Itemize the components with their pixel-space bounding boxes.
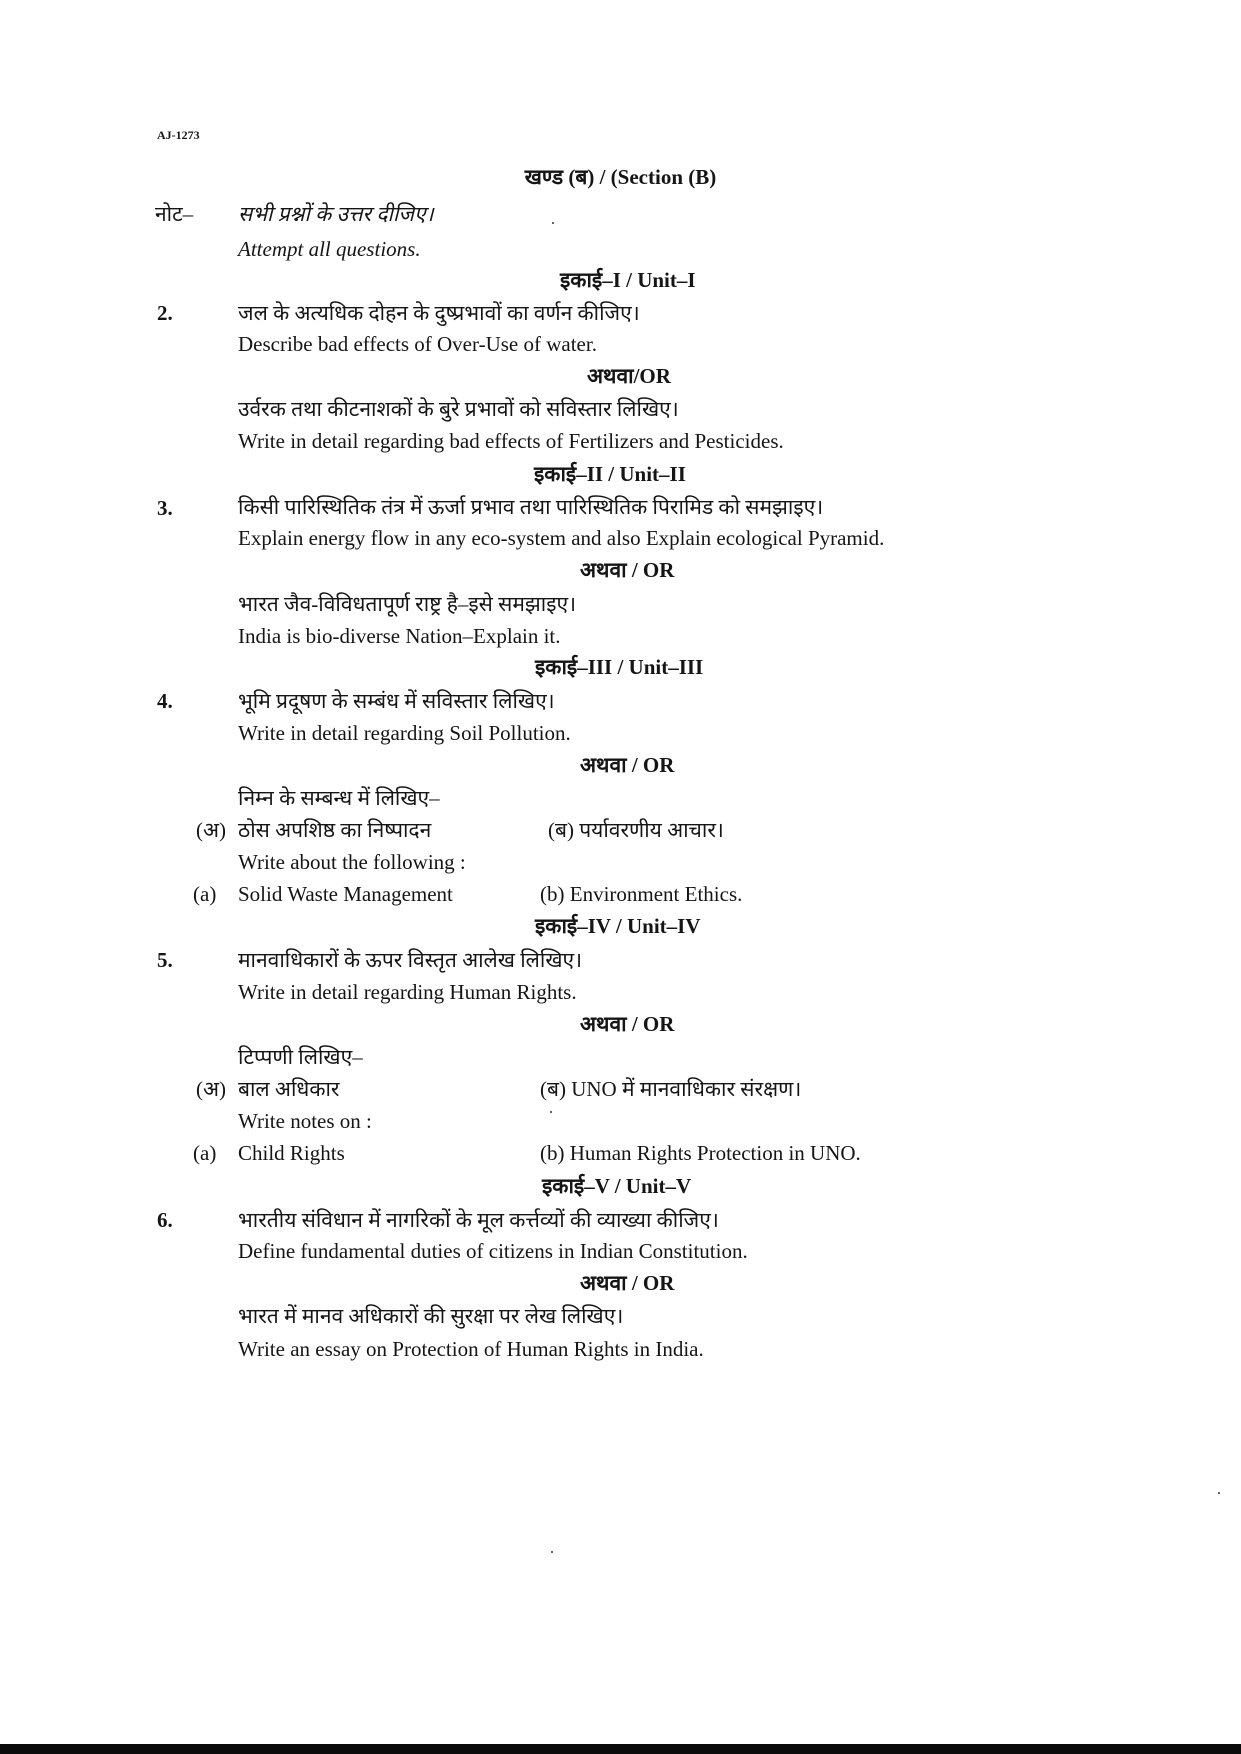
question-number: 5. bbox=[157, 948, 173, 972]
section-title: खण्ड (ब) / (Section (B) bbox=[524, 165, 717, 189]
question-number: 2. bbox=[157, 301, 173, 325]
scan-speck bbox=[551, 1551, 553, 1553]
option-a-label: (a) bbox=[193, 882, 217, 906]
alt-question-hindi: टिप्पणी लिखिए– bbox=[238, 1045, 363, 1069]
question-hindi: किसी पारिस्थितिक तंत्र में ऊर्जा प्रभाव तथा पारिस्थितिक पिरामिड को समझाइए। bbox=[238, 495, 824, 519]
alt-question-english: Write an essay on Protection of Human Rights in India. bbox=[238, 1337, 704, 1361]
option-a-label: (a) bbox=[193, 1141, 217, 1165]
alt-question-hindi: भारत में मानव अधिकारों की सुरक्षा पर लेख लिखिए। bbox=[238, 1304, 624, 1328]
unit-heading: इकाई–IV / Unit–IV bbox=[535, 914, 701, 938]
document-code: AJ-1273 bbox=[157, 128, 200, 142]
option-b-hindi: (ब) UNO में मानवाधिकार संरक्षण। bbox=[540, 1077, 802, 1101]
alt-question-english: Write about the following : bbox=[238, 850, 466, 874]
unit-heading: इकाई–V / Unit–V bbox=[542, 1174, 692, 1198]
question-hindi: भारतीय संविधान में नागरिकों के मूल कर्त्तव्यों की व्याख्या कीजिए। bbox=[238, 1208, 719, 1232]
question-english: Explain energy flow in any eco-system and also Explain ecological Pyramid. bbox=[238, 526, 885, 550]
option-a-english: Solid Waste Management bbox=[238, 882, 453, 906]
or-label: अथवा / OR bbox=[580, 1012, 675, 1036]
option-b-english: (b) Human Rights Protection in UNO. bbox=[540, 1141, 861, 1165]
alt-question-english: Write notes on : bbox=[238, 1109, 372, 1133]
question-hindi: मानवाधिकारों के ऊपर विस्तृत आलेख लिखिए। bbox=[238, 948, 583, 972]
option-b-hindi: (ब) पर्यावरणीय आचार। bbox=[548, 818, 724, 842]
or-label: अथवा / OR bbox=[580, 1271, 675, 1295]
scan-speck bbox=[550, 1111, 552, 1113]
unit-heading: इकाई–I / Unit–I bbox=[560, 268, 696, 292]
or-label: अथवा / OR bbox=[580, 558, 675, 582]
option-b-english: (b) Environment Ethics. bbox=[540, 882, 743, 906]
question-english: Describe bad effects of Over-Use of water. bbox=[238, 332, 597, 356]
scan-border bbox=[0, 1744, 1241, 1754]
alt-question-english: Write in detail regarding bad effects of Fertilizers and Pesticides. bbox=[238, 429, 784, 453]
option-a-hindi: बाल अधिकार bbox=[238, 1077, 340, 1101]
alt-question-hindi: भारत जैव-विविधतापूर्ण राष्ट्र है–इसे समझाइए। bbox=[238, 592, 577, 616]
or-label: अथवा/OR bbox=[587, 364, 671, 388]
alt-question-hindi: उर्वरक तथा कीटनाशकों के बुरे प्रभावों को सविस्तार लिखिए। bbox=[238, 397, 679, 421]
option-a-hindi: ठोस अपशिष्ठ का निष्पादन bbox=[238, 818, 432, 842]
alt-question-hindi: निम्न के सम्बन्ध में लिखिए– bbox=[238, 786, 440, 810]
alt-question-english: India is bio-diverse Nation–Explain it. bbox=[238, 624, 561, 648]
question-hindi: भूमि प्रदूषण के सम्बंध में सविस्तार लिखिए। bbox=[238, 689, 555, 713]
option-a-english: Child Rights bbox=[238, 1141, 345, 1165]
scan-speck bbox=[1218, 1492, 1220, 1494]
question-english: Write in detail regarding Human Rights. bbox=[238, 980, 577, 1004]
unit-heading: इकाई–III / Unit–III bbox=[535, 655, 704, 679]
question-number: 3. bbox=[157, 496, 173, 520]
question-number: 4. bbox=[157, 689, 173, 713]
or-label: अथवा / OR bbox=[580, 753, 675, 777]
option-a-label: (अ) bbox=[196, 1077, 227, 1101]
question-hindi: जल के अत्यधिक दोहन के दुष्प्रभावों का वर्णन कीजिए। bbox=[238, 301, 640, 325]
scan-speck bbox=[552, 222, 554, 224]
option-a-label: (अ) bbox=[196, 818, 227, 842]
note-label: नोट– bbox=[155, 202, 194, 226]
question-number: 6. bbox=[157, 1208, 173, 1232]
unit-heading: इकाई–II / Unit–II bbox=[534, 462, 686, 486]
note-english: Attempt all questions. bbox=[238, 237, 421, 261]
note-hindi: सभी प्रश्नों के उत्तर दीजिए। bbox=[238, 202, 434, 226]
question-english: Write in detail regarding Soil Pollution. bbox=[238, 721, 571, 745]
question-english: Define fundamental duties of citizens in Indian Constitution. bbox=[238, 1239, 748, 1263]
